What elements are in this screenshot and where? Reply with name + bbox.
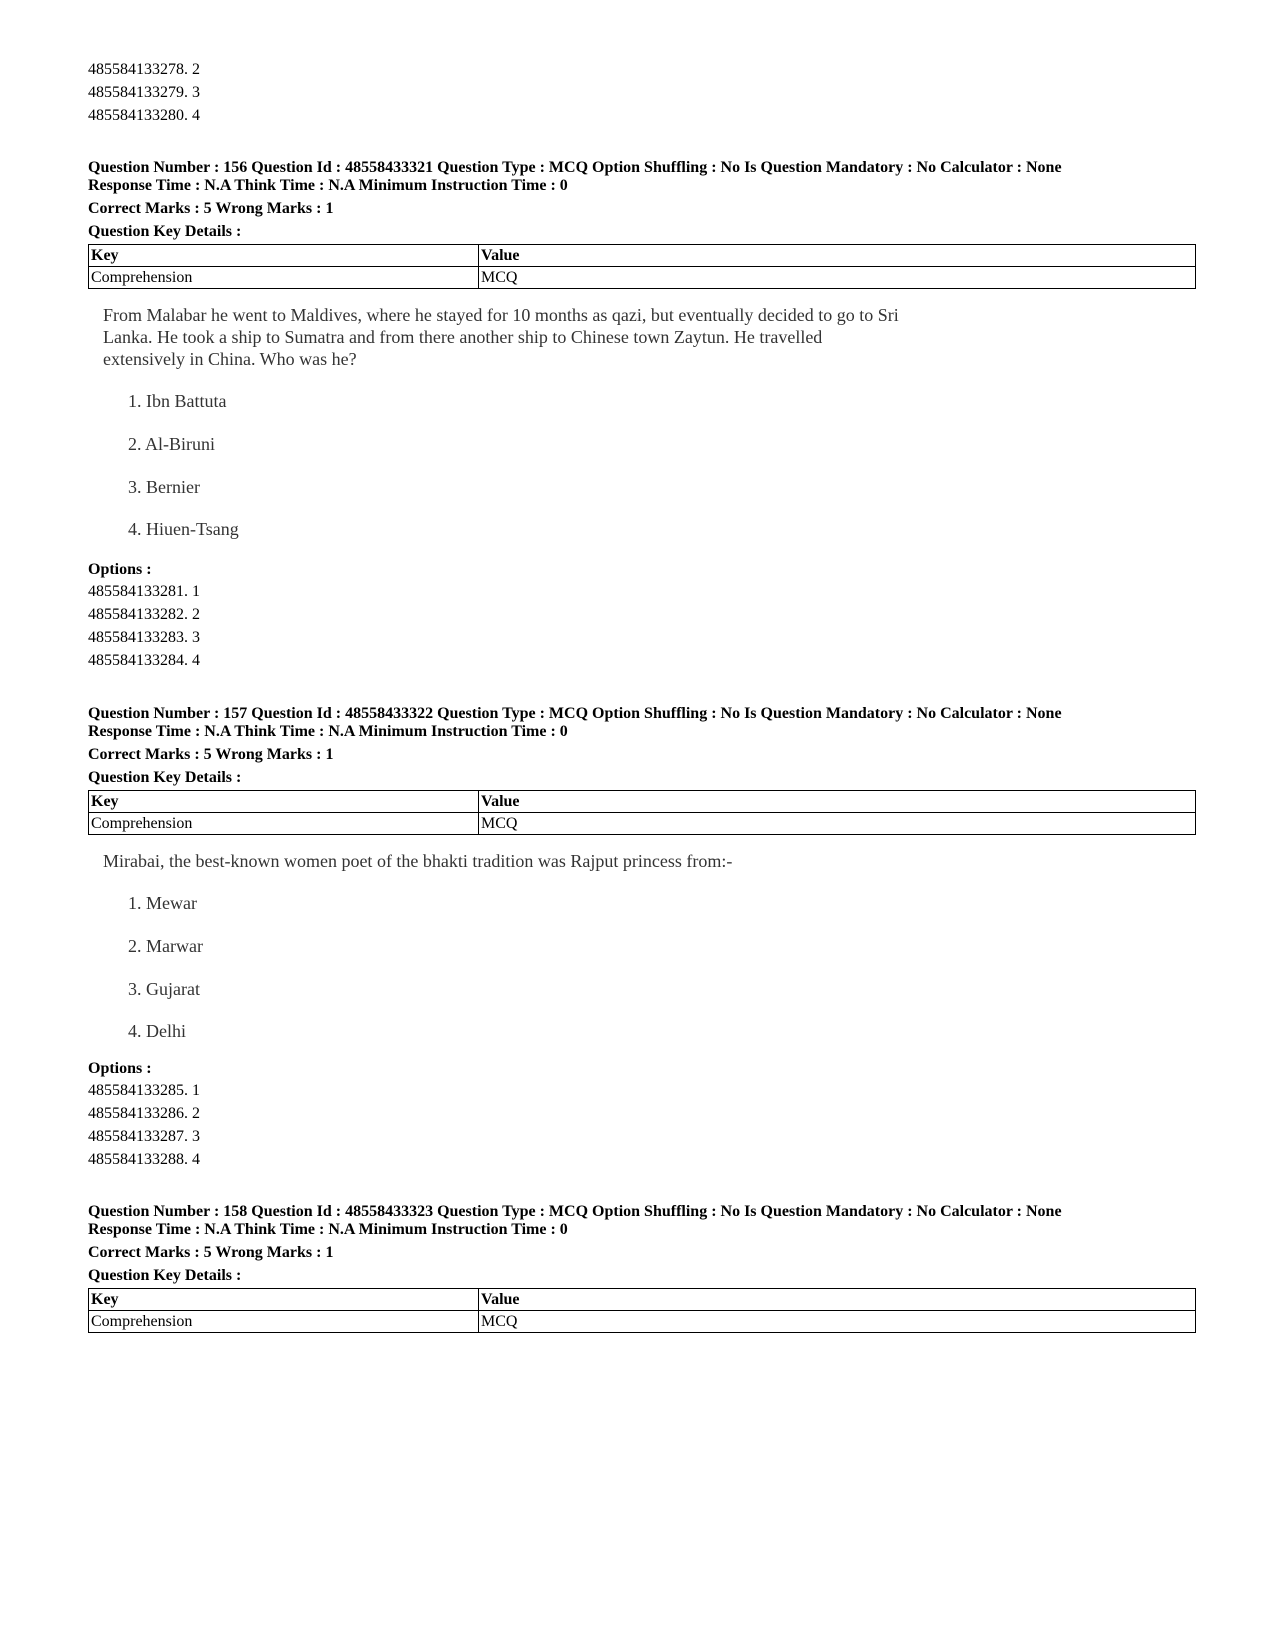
question-text-line: From Malabar he went to Maldives, where he stayed for 10 months as qazi, but eventually decided to go to Sri xyxy=(103,305,899,325)
table-header-key: Key xyxy=(89,791,479,813)
table-cell-value: MCQ xyxy=(479,813,1196,835)
answer-choice: 1. Mewar xyxy=(128,893,197,913)
answer-choice: 4. Hiuen-Tsang xyxy=(128,519,239,539)
question-header-line2: Response Time : N.A Think Time : N.A Minimum Instruction Time : 0 xyxy=(88,177,568,194)
answer-choice: 3. Gujarat xyxy=(128,979,200,999)
answer-choice: 1. Ibn Battuta xyxy=(128,391,227,411)
option-line: 485584133288. 4 xyxy=(88,1151,200,1168)
table-cell-key: Comprehension xyxy=(89,813,479,835)
question-key-details-label: Question Key Details : xyxy=(88,769,242,786)
table-cell-key: Comprehension xyxy=(89,1311,479,1333)
table-header-row xyxy=(89,245,1196,267)
question-key-table xyxy=(88,1288,1196,1333)
table-row xyxy=(89,1311,1196,1333)
table-header-value: Value xyxy=(479,245,1196,267)
option-line: 485584133281. 1 xyxy=(88,583,200,600)
question-key-table xyxy=(88,244,1196,289)
option-line: 485584133287. 3 xyxy=(88,1128,200,1145)
option-line: 485584133286. 2 xyxy=(88,1105,200,1122)
answer-choice: 4. Delhi xyxy=(128,1021,186,1041)
question-key-details-label: Question Key Details : xyxy=(88,1267,242,1284)
table-header-key: Key xyxy=(89,245,479,267)
table-header-value: Value xyxy=(479,791,1196,813)
table-header-row xyxy=(89,1289,1196,1311)
question-text-line: Mirabai, the best-known women poet of the bhakti tradition was Rajput princess from:- xyxy=(103,851,733,871)
table-cell-value: MCQ xyxy=(479,1311,1196,1333)
answer-choice: 2. Al-Biruni xyxy=(128,434,216,454)
question-header-line1: Question Number : 157 Question Id : 48558433322 Question Type : MCQ Option Shuffling : No Is Question Mandatory : No Calculator : None xyxy=(88,705,1062,722)
question-header-line1: Question Number : 158 Question Id : 48558433323 Question Type : MCQ Option Shuffling : No Is Question Mandatory : No Calculator : None xyxy=(88,1203,1062,1220)
question-content-image xyxy=(103,304,1003,554)
table-cell-key: Comprehension xyxy=(89,267,479,289)
question-header-line2: Response Time : N.A Think Time : N.A Minimum Instruction Time : 0 xyxy=(88,723,568,740)
option-line: 485584133284. 4 xyxy=(88,652,200,669)
question-text-line: extensively in China. Who was he? xyxy=(103,349,357,369)
option-line: 485584133280. 4 xyxy=(88,107,200,124)
table-header-key: Key xyxy=(89,1289,479,1311)
option-line: 485584133282. 2 xyxy=(88,606,200,623)
question-text-line: Lanka. He took a ship to Sumatra and from there another ship to Chinese town Zaytun. He travelled xyxy=(103,327,823,347)
option-line: 485584133279. 3 xyxy=(88,84,200,101)
question-key-details-label: Question Key Details : xyxy=(88,223,242,240)
table-row xyxy=(89,813,1196,835)
option-line: 485584133285. 1 xyxy=(88,1082,200,1099)
question-content-image xyxy=(103,850,1003,1050)
answer-choice: 3. Bernier xyxy=(128,477,200,497)
question-header-line1: Question Number : 156 Question Id : 48558433321 Question Type : MCQ Option Shuffling : No Is Question Mandatory : No Calculator : None xyxy=(88,159,1062,176)
table-row xyxy=(89,267,1196,289)
option-line: 485584133283. 3 xyxy=(88,629,200,646)
question-marks: Correct Marks : 5 Wrong Marks : 1 xyxy=(88,1244,334,1261)
answer-choice: 2. Marwar xyxy=(128,936,203,956)
table-header-value: Value xyxy=(479,1289,1196,1311)
question-header-line2: Response Time : N.A Think Time : N.A Minimum Instruction Time : 0 xyxy=(88,1221,568,1238)
table-cell-value: MCQ xyxy=(479,267,1196,289)
question-marks: Correct Marks : 5 Wrong Marks : 1 xyxy=(88,200,334,217)
question-marks: Correct Marks : 5 Wrong Marks : 1 xyxy=(88,746,334,763)
option-line: 485584133278. 2 xyxy=(88,61,200,78)
question-key-table xyxy=(88,790,1196,835)
options-label: Options : xyxy=(88,561,152,578)
options-label: Options : xyxy=(88,1060,152,1077)
table-header-row xyxy=(89,791,1196,813)
